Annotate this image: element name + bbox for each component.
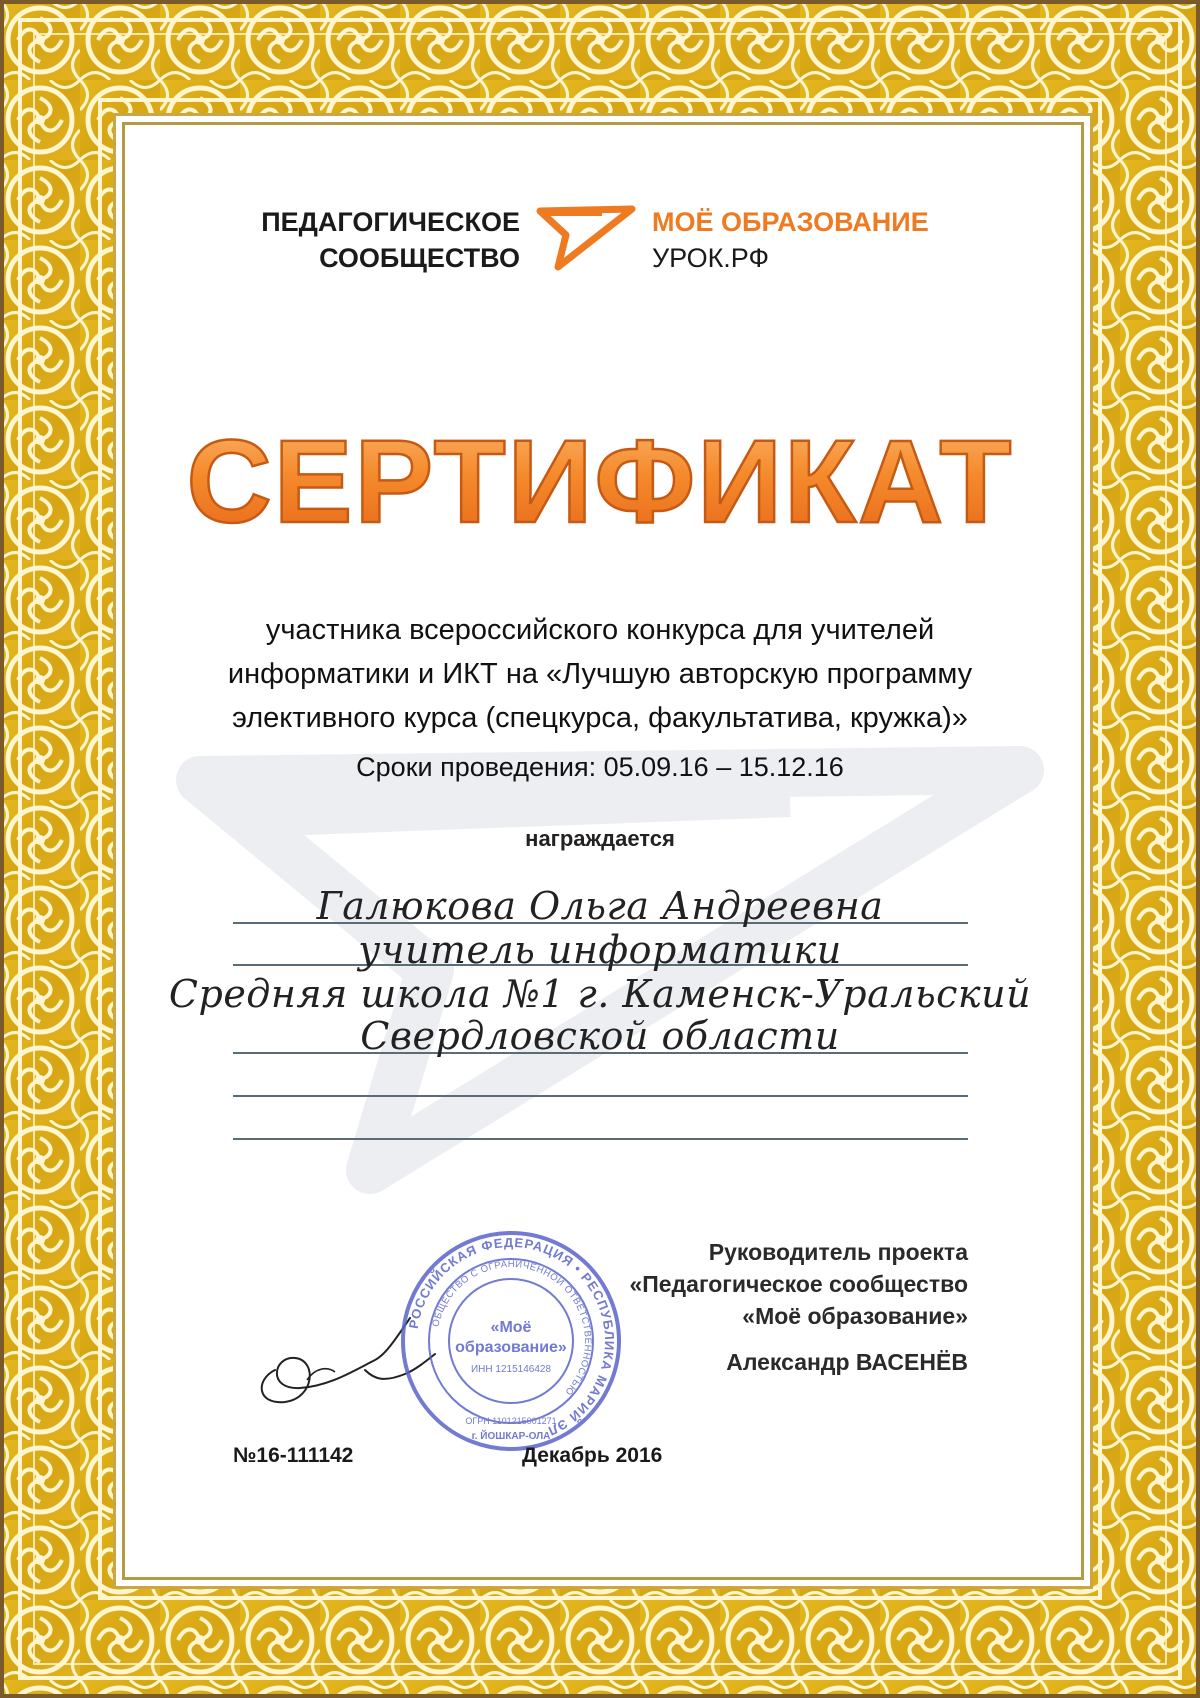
logo-brand: МОЁ ОБРАЗОВАНИЕ: [652, 207, 929, 237]
recipient-name: Галюкова Ольга Андреевна: [316, 884, 884, 928]
recipient-region: Свердловской области: [360, 1014, 840, 1058]
recipient-school: Средняя школа №1 г. Каменск-Уральский: [168, 972, 1032, 1016]
paper-plane-icon: [536, 205, 636, 271]
contest-dates: Сроки проведения: 05.09.16 – 15.12.16: [356, 752, 844, 782]
seal-city: г. ЙОШКАР-ОЛА: [471, 1431, 551, 1442]
logo-site: УРОК.РФ: [652, 243, 770, 273]
signatory-role-3: «Моё образование»: [742, 1303, 968, 1329]
logo-brand-text: [652, 204, 982, 276]
description-line-3: элективного курса (спецкурса, факультатива, кружка)»: [232, 702, 968, 734]
certificate-description: [150, 608, 1050, 740]
signatory-block: [540, 1236, 968, 1378]
signatory-role-2: «Педагогическое сообщество: [629, 1271, 968, 1297]
title-text: СЕРТИФИКАТ: [186, 416, 1014, 548]
issue-date: Декабрь 2016: [522, 1444, 663, 1467]
logo-community-text: [230, 204, 520, 276]
fill-line: [233, 1138, 968, 1140]
recipient-position: учитель информатики: [358, 928, 842, 972]
seal-ring-text: ОБЩЕСТВО С ОГРАНИЧЕННОЙ ОТВЕТСТВЕННОСТЬЮ: [430, 1258, 594, 1398]
fill-line: [233, 1095, 968, 1097]
description-line-1: участника всероссийского конкурса для учителей: [265, 614, 935, 646]
certificate-title: [186, 410, 1014, 560]
certificate-number: №16-111142: [233, 1444, 354, 1467]
signatory-name: Александр ВАСЕНЁВ: [726, 1349, 968, 1375]
awarded-label: награждается: [525, 826, 675, 851]
seal-inn: ИНН 1215146428: [470, 1364, 552, 1375]
signatory-role-1: Руководитель проекта: [708, 1239, 968, 1265]
logo-line-2: СООБЩЕСТВО: [319, 243, 520, 273]
seal-center-line-1: «Моё: [490, 1319, 532, 1336]
seal-ogrn: ОГРН 1101215001271: [465, 1416, 557, 1426]
logo-line-1: ПЕДАГОГИЧЕСКОЕ: [261, 207, 520, 237]
seal-center-line-2: образование»: [455, 1339, 567, 1356]
seal-outer-text: РОССИЙСКАЯ ФЕДЕРАЦИЯ • РЕСПУБЛИКА МАРИЙ ЭЛ: [405, 1234, 618, 1440]
description-line-2: информатики и ИКТ на «Лучшую авторскую программу: [227, 658, 973, 690]
